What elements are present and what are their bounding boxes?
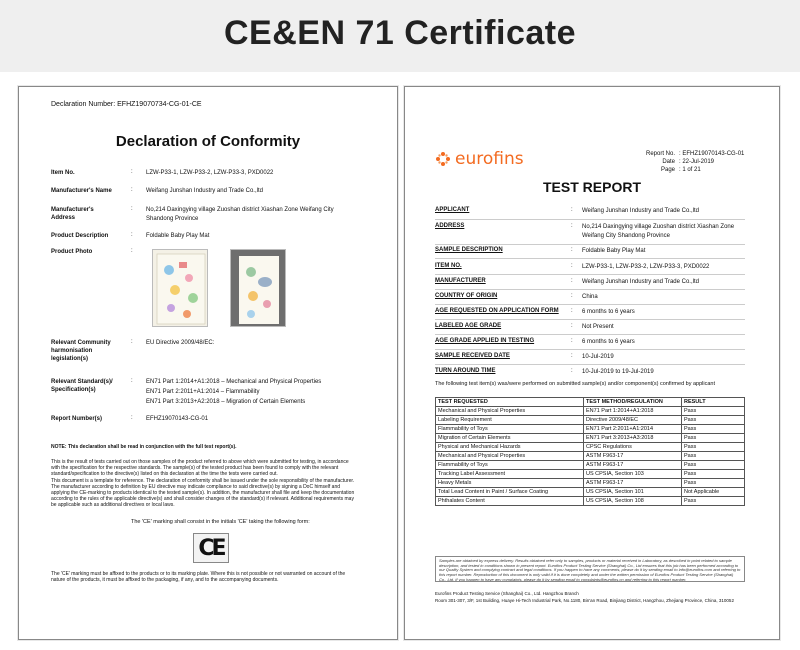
table-header-row [436, 398, 745, 407]
table-cell: Pass [682, 407, 745, 416]
colon: : [131, 169, 133, 175]
divider [435, 258, 745, 259]
declaration-title: Declaration of Conformity [115, 133, 301, 150]
table-cell: Heavy Metals [436, 479, 584, 488]
table-cell: Pass [682, 497, 745, 506]
age-grade-applied-value: 6 months to 6 years [582, 339, 635, 345]
divider [435, 244, 745, 245]
table-cell: Pass [682, 434, 745, 443]
age-grade-applied-label: AGE GRADE APPLIED IN TESTING [435, 338, 535, 344]
colon: : [571, 353, 573, 359]
table-cell: EN71 Part 2:2011+A1:2014 [584, 425, 682, 434]
table-row [436, 434, 745, 443]
colon: : [571, 278, 573, 284]
item-no-value: LZW-P33-1, LZW-P33-2, LZW-P33-3, PXD0022 [146, 170, 274, 176]
eurofins-logo-text: eurofins [455, 149, 524, 169]
product-photo-1 [152, 249, 208, 327]
manufacturer-name-label: Manufacturer's Name [51, 188, 112, 194]
country-of-origin-label: COUNTRY OF ORIGIN [435, 293, 498, 299]
column-header: TEST REQUESTED [436, 398, 584, 407]
product-photo-2 [230, 249, 286, 327]
colon: : [131, 248, 133, 254]
sample-received-date-label: SAMPLE RECEIVED DATE [435, 353, 510, 359]
divider [435, 219, 745, 220]
report-numbers-value: EFHZ19070143-CG-01 [146, 416, 209, 422]
colon: : [131, 206, 133, 212]
colon: : [571, 207, 573, 213]
page-label: Page [660, 167, 675, 173]
manufacturer-label: MANUFACTURER [435, 278, 486, 284]
colon: : [571, 368, 573, 374]
table-row [436, 461, 745, 470]
colon: : [131, 339, 133, 345]
colon: : [571, 338, 573, 344]
eurofins-logo [435, 149, 524, 169]
page-value: : 1 of 21 [679, 167, 701, 173]
table-cell: Pass [682, 452, 745, 461]
table-cell: Flammability of Toys [436, 425, 584, 434]
table-cell: US CPSIA, Section 101 [584, 488, 682, 497]
disclaimer-box: Samples are obtained by express delivery. Results obtained refer only to samples, products or material received in Laboratory, as described in point related to sample description, and tested in conditions shown in present report. Eurofins Product Testing Service (Shanghai) Co., Ltd ensures that this job has been performed according to our Quality System and complying contract and legal conditions. If you happen to have any comments, please do it by sending email to info@eurofins.com and referring to this report number. Reproduction of this document is only valid if it is done completely and under the written permission of Eurofins Product Testing Service (Shanghai) Co., Ltd. If you happen to have any complaints, please do it by sending email to complaints@eurofins.cn and referring to this report number. [435, 556, 745, 582]
banner-title: CE&EN 71 Certificate [223, 14, 576, 52]
manufacturer-name-value: Weifang Junshan Industry and Trade Co.,ltd [146, 188, 263, 194]
body-line: standard/specification to the directive(s) listed on this declaration at the time the tests were carried out. [51, 471, 278, 477]
banner [0, 0, 800, 72]
table-cell: Total Lead Content in Paint / Surface Coating [436, 488, 584, 497]
divider [435, 289, 745, 290]
divider [435, 364, 745, 365]
ce-statement: The 'CE' marking shall consist in the initials 'CE' taking the following form: [131, 519, 310, 525]
labeled-age-grade-value: Not Present [582, 324, 614, 330]
age-requested-label: AGE REQUESTED ON APPLICATION FORM [435, 308, 559, 314]
table-row [436, 488, 745, 497]
body-line: with the specification for the respective standards. The sample(s) of the tested product has been found to comply with the relevant [51, 465, 339, 471]
sample-received-date-value: 10-Jul-2019 [582, 354, 614, 360]
table-cell: EN71 Part 1:2014+A1:2018 [584, 407, 682, 416]
table-row [436, 452, 745, 461]
footer-company: Eurofins Product Testing Service (Shanghai) Co., Ltd. Hangzhou Branch [435, 591, 579, 596]
address-label: ADDRESS [435, 223, 465, 229]
harmonisation-value: EU Directive 2009/48/EC: [146, 340, 215, 346]
body-line: The manufacturer according to definition by EU directive may indicate compliance to said directive(s) by signing a DoC himself and [51, 484, 341, 490]
tests-intro: The following test item(s) was/were performed on submitted sample(s) and/or component(s) confirmed by applicant [435, 381, 716, 387]
test-results-table [435, 397, 745, 506]
standard-line-1: EN71 Part 1:2014+A1:2018 – Mechanical and Physical Properties [146, 379, 322, 385]
table-cell: Physical and Mechanical Hazards [436, 443, 584, 452]
table-row [436, 479, 745, 488]
manufacturer-value: Weifang Junshan Industry and Trade Co.,ltd [582, 279, 699, 285]
date-label: Date [662, 159, 675, 165]
body-line: be applicable such as additional directives or local laws. [51, 502, 175, 508]
manufacturer-address-label: Manufacturer's Address [51, 207, 94, 221]
report-title: TEST REPORT [542, 179, 641, 195]
report-numbers-label: Report Number(s) [51, 416, 103, 422]
sample-description-label: SAMPLE DESCRIPTION [435, 247, 503, 253]
divider [435, 319, 745, 320]
column-header: RESULT [682, 398, 745, 407]
colon: : [571, 263, 573, 269]
colon: : [131, 232, 133, 238]
product-description-label: Product Description [51, 233, 109, 239]
declaration-number: Declaration Number: EFHZ19070734-CG-01-CE [51, 101, 202, 108]
table-cell: Pass [682, 479, 745, 488]
harmonisation-label: Relevant Community harmonisation legislation(s) [51, 340, 111, 362]
ce-mark-icon: CE [193, 533, 229, 563]
table-cell: Tracking Label Assessment [436, 470, 584, 479]
colon: : [131, 378, 133, 384]
table-cell: Mechanical and Physical Properties [436, 452, 584, 461]
column-header: TEST METHOD/REGULATION [584, 398, 682, 407]
table-row [436, 407, 745, 416]
manufacturer-address-line2: Shandong Province [146, 216, 199, 222]
footer-line: nature of the products, it must be affixed to the packaging, if any, and to the accompanying documents. [51, 577, 279, 583]
body-line: This document is a template for reference. The declaration of conformity shall be issued under the sole responsibility of the manufacturer. [51, 478, 355, 484]
turn-around-time-value: 10-Jul-2019 to 19-Jul-2019 [582, 369, 654, 375]
standard-line-2: EN71 Part 2:2011+A1:2014 – Flammability [146, 389, 260, 395]
table-cell: Pass [682, 425, 745, 434]
table-row [436, 425, 745, 434]
table-cell: Directive 2009/48/EC [584, 416, 682, 425]
colon: : [571, 323, 573, 329]
standards-label: Relevant Standard(s)/ Specification(s) [51, 379, 113, 393]
colon: : [571, 293, 573, 299]
table-row [436, 443, 745, 452]
table-cell: US CPSIA, Section 103 [584, 470, 682, 479]
body-line: applying the CE-marking to products identical to the tested sample(s). In addition, the manufacturer shall file and keep the documentation [51, 490, 355, 496]
address-value-line2: Weifang City Shandong Province [582, 233, 670, 239]
table-cell: Phthalates Content [436, 497, 584, 506]
table-cell: ASTM F963-17 [584, 479, 682, 488]
declaration-of-conformity-page [18, 86, 398, 640]
item-no-value: LZW-P33-1, LZW-P33-2, LZW-P33-3, PXD0022 [582, 264, 710, 270]
table-cell: EN71 Part 3:2013+A3:2018 [584, 434, 682, 443]
sample-description-value: Foldable Baby Play Mat [582, 248, 646, 254]
divider [435, 304, 745, 305]
divider [435, 349, 745, 350]
divider [435, 274, 745, 275]
colon: : [131, 187, 133, 193]
table-cell: US CPSIA, Section 108 [584, 497, 682, 506]
product-photo-label: Product Photo [51, 249, 93, 255]
table-row [436, 470, 745, 479]
body-line: This is the result of tests carried out on those samples of the product referred to above which were submitted for testing, in accordance [51, 459, 349, 465]
table-cell: CPSC Regulations [584, 443, 682, 452]
table-row [436, 497, 745, 506]
table-cell: Not Applicable [682, 488, 745, 497]
table-cell: Labeling Requirement [436, 416, 584, 425]
standard-line-3: EN71 Part 3:2013+A2:2018 – Migration of Certain Elements [146, 399, 306, 405]
address-value-line1: No,214 Daxingying village Zuoshan district Xiashan Zone [582, 224, 735, 230]
divider [435, 334, 745, 335]
colon: : [571, 247, 573, 253]
age-requested-value: 6 months to 6 years [582, 309, 635, 315]
table-cell: ASTM F963-17 [584, 452, 682, 461]
footer-address: Room 301-307, 3/F, 1st Building, Huaye Hi-Tech Industrial Park, No.1180, Bin'an Road, Binjiang District, Hangzhou, Zhejiang Province, China, 310052 [435, 598, 734, 603]
item-no-label: ITEM NO. [435, 263, 462, 269]
applicant-label: APPLICANT [435, 207, 470, 213]
body-line: according to the rules of the applicable directive(s) and shall consider changes of the standard(s) if relevant. Additional requirements may [51, 496, 354, 502]
eurofins-logo-icon [435, 151, 451, 167]
note-text: NOTE: This declaration shall be read in conjunction with the full test report(s). [51, 444, 237, 450]
report-no-value: : EFHZ19070143-CG-01 [679, 151, 745, 157]
table-cell: Migration of Certain Elements [436, 434, 584, 443]
table-cell: ASTM F963-17 [584, 461, 682, 470]
labeled-age-grade-label: LABELED AGE GRADE [435, 323, 502, 329]
table-cell: Flammability of Toys [436, 461, 584, 470]
product-description-value: Foldable Baby Play Mat [146, 233, 210, 239]
table-cell: Pass [682, 443, 745, 452]
footer-line: The 'CE' marking must be affixed to the products or to its marking plate. Where this is not possible or not warranted on account of the [51, 571, 346, 577]
report-no-label: Report No. [645, 151, 675, 157]
colon: : [131, 415, 133, 421]
table-cell: Pass [682, 470, 745, 479]
turn-around-time-label: TURN AROUND TIME [435, 368, 496, 374]
item-no-label: Item No. [51, 170, 75, 176]
table-cell: Pass [682, 416, 745, 425]
table-cell: Mechanical and Physical Properties [436, 407, 584, 416]
applicant-value: Weifang Junshan Industry and Trade Co.,ltd [582, 208, 699, 214]
country-of-origin-value: China [582, 294, 598, 300]
colon: : [571, 308, 573, 314]
colon: : [571, 223, 573, 229]
manufacturer-address-line1: No,214 Daxingying village Zuoshan district Xiashan Zone Weifang City [146, 207, 334, 213]
table-row [436, 416, 745, 425]
test-report-page [404, 86, 780, 640]
date-value: : 22-Jul-2019 [679, 159, 715, 165]
table-cell: Pass [682, 461, 745, 470]
